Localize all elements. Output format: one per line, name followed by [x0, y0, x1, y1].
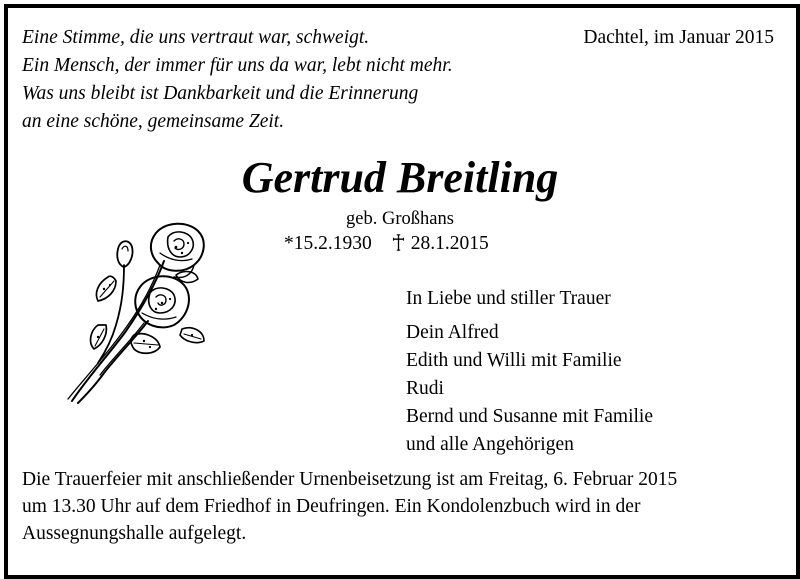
notice-line: Die Trauerfeier mit anschließender Urnenbeisetzung ist am Freitag, 6. Februar 2015: [22, 469, 678, 490]
mourner-name: Edith und Willi mit Familie: [406, 350, 622, 371]
mourner-name: Dein Alfred: [406, 322, 499, 343]
mourner-name: Rudi: [406, 378, 444, 399]
poem-line: Eine Stimme, die uns vertraut war, schweigt.: [22, 27, 370, 48]
place-and-date: Dachtel, im Januar 2015: [583, 27, 774, 48]
notice-line: Aussegnungshalle aufgelegt.: [22, 523, 247, 544]
poem-line: an eine schöne, gemeinsame Zeit.: [22, 111, 285, 132]
mourner-name: Bernd und Susanne mit Familie: [406, 406, 653, 427]
poem-line: Ein Mensch, der immer für uns da war, lebt nicht mehr.: [22, 55, 453, 76]
mourner-name: und alle Angehörigen: [406, 434, 574, 455]
poem-line: Was uns bleibt ist Dankbarkeit und die Erinnerung: [22, 83, 419, 104]
cross-icon: [392, 234, 405, 251]
death-date: 28.1.2015: [410, 233, 489, 254]
birth-date: *15.2.1930: [284, 233, 372, 254]
deceased-name: Gertrud Breitling: [241, 153, 559, 202]
mourners-block: [406, 285, 653, 459]
rose-illustration: [64, 213, 210, 405]
funeral-notice: [22, 466, 677, 547]
poem: [22, 24, 453, 136]
mourners-intro: In Liebe und stiller Trauer: [406, 288, 611, 309]
birth-name: geb. Großhans: [346, 209, 454, 229]
notice-line: um 13.30 Uhr auf dem Friedhof in Deufringen. Ein Kondolenzbuch wird in der: [22, 496, 641, 517]
life-dates: [284, 231, 489, 257]
